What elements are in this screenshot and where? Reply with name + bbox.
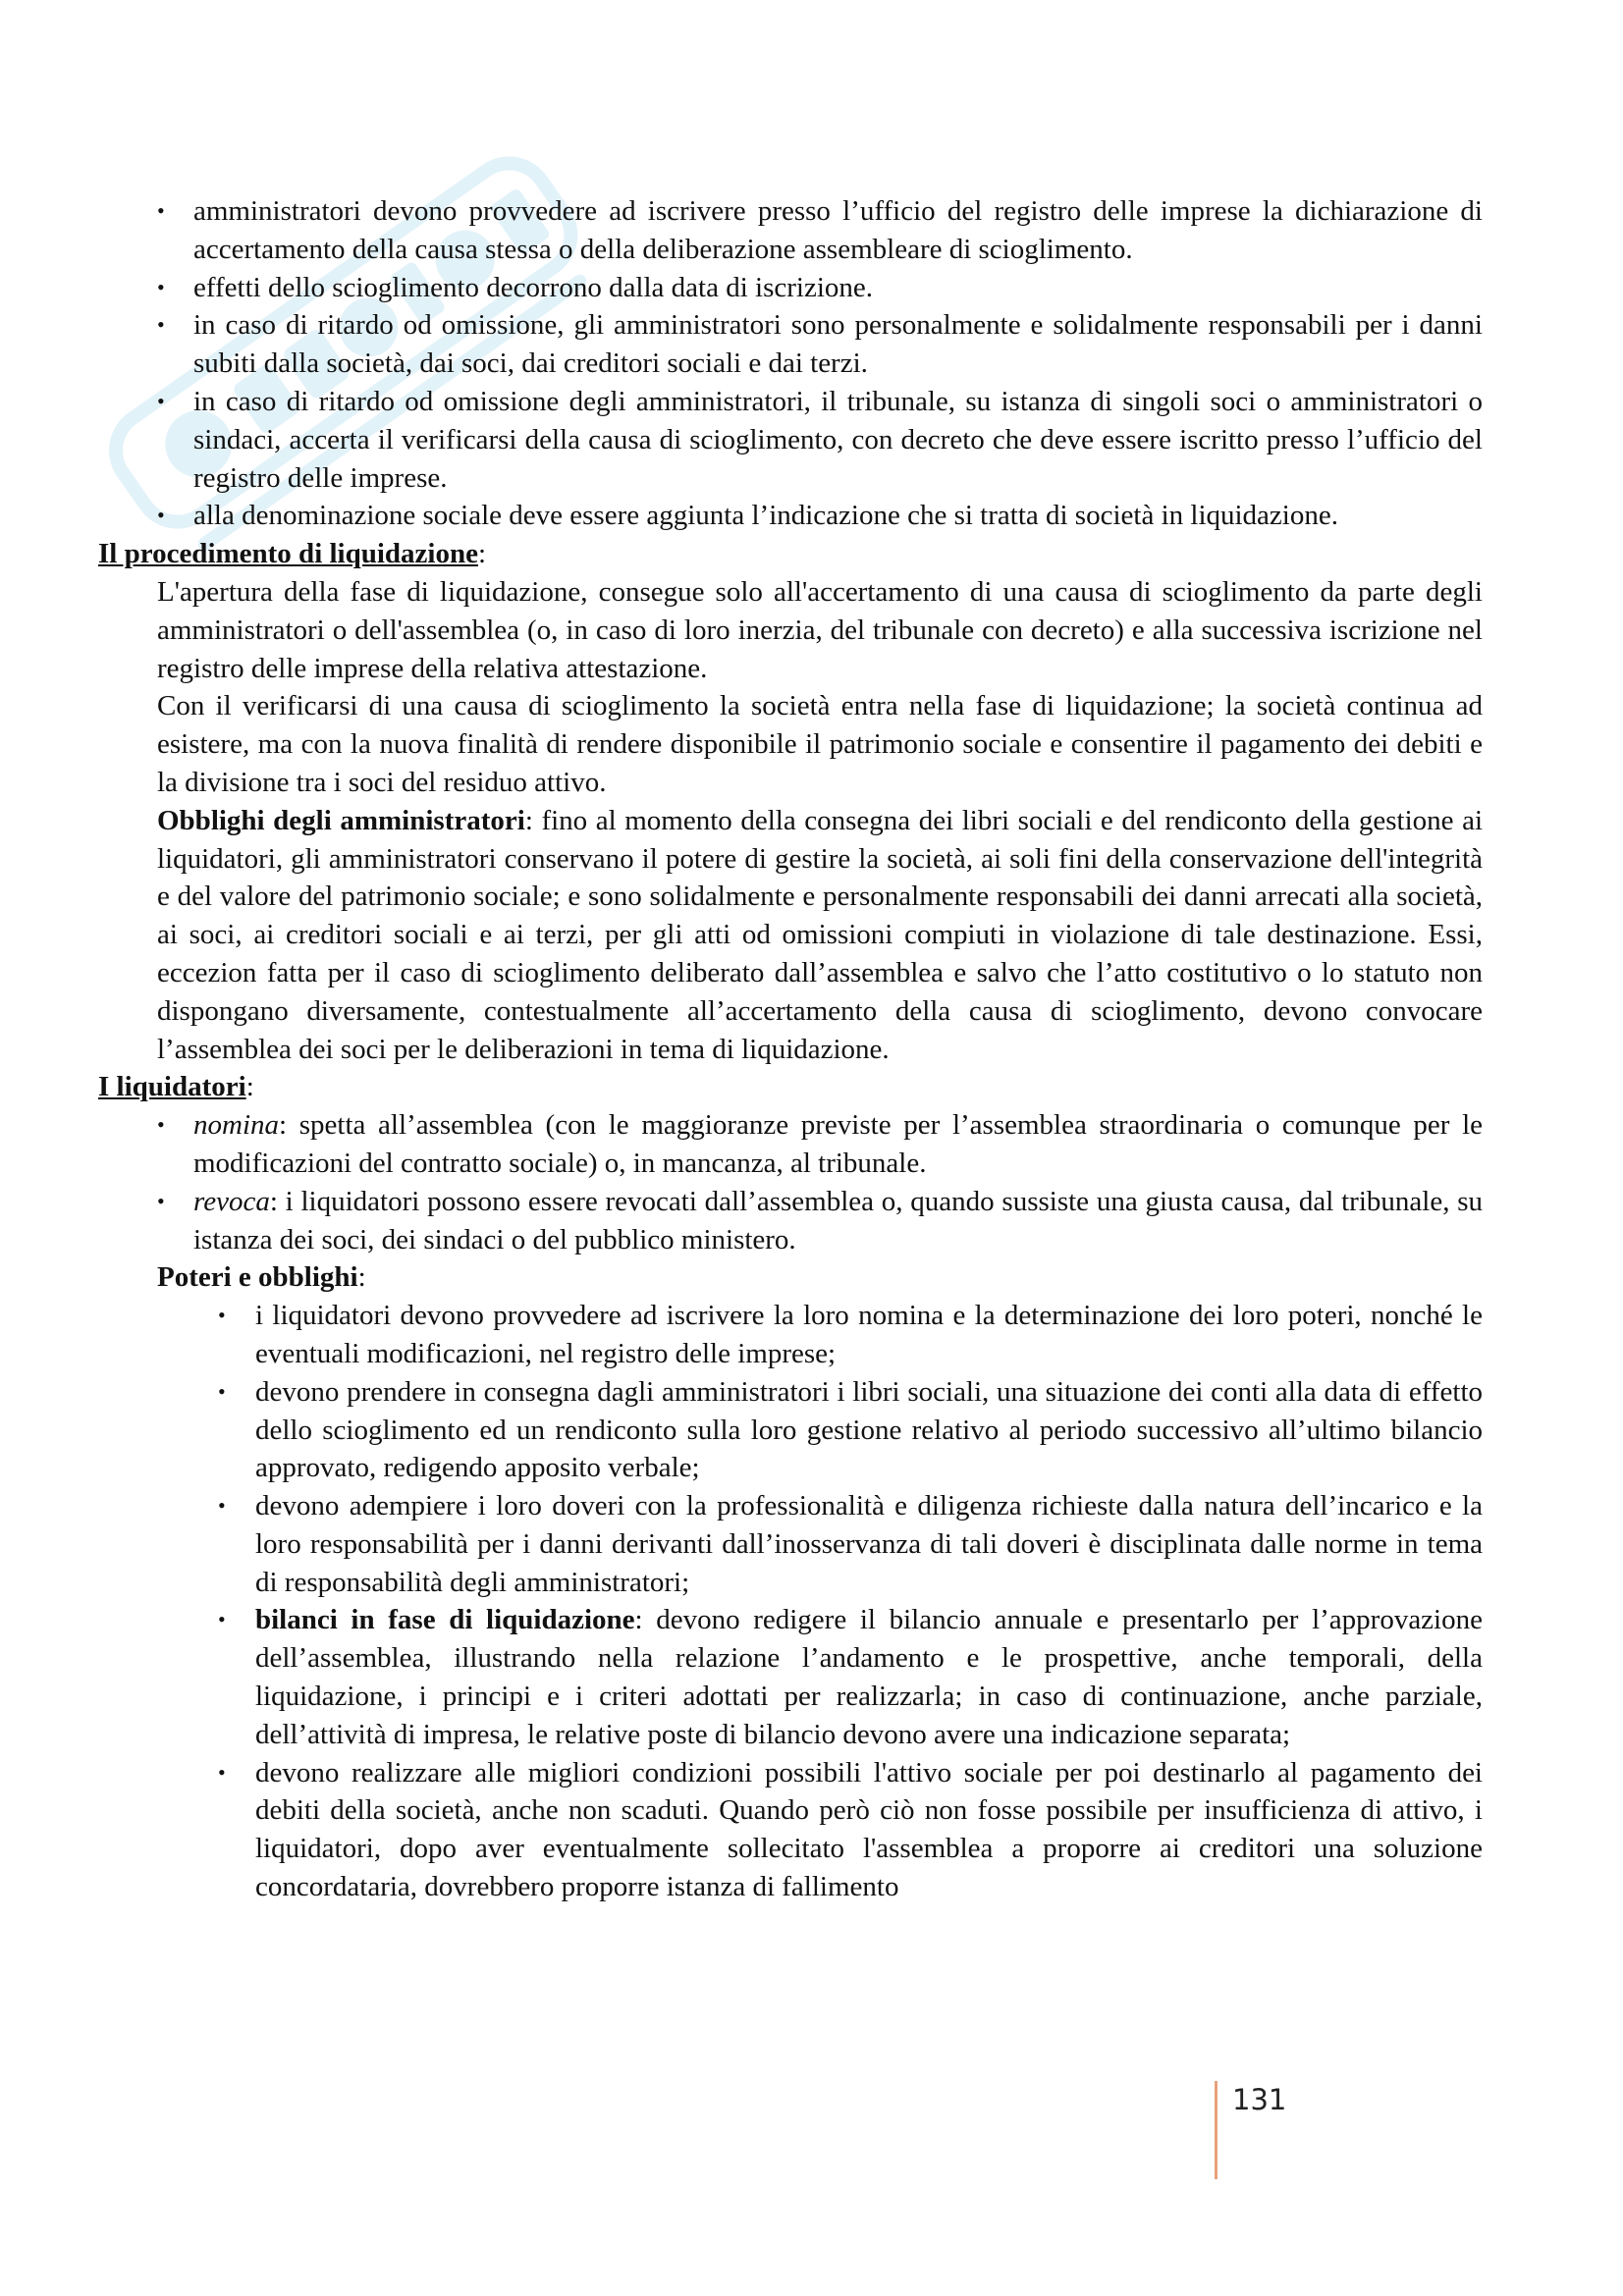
item-label: nomina [193,1109,279,1142]
paragraph-obblighi [98,802,1483,1069]
list-item-revoca [98,1183,1483,1259]
intro-bullet-list [98,192,1483,535]
bilanci-text: : devono redigere il bilancio annuale e presentarlo per l’approvazione dell’assemblea, illustrando nella relazione l’andamento e le prospettive, anche temporali, della liquidazione, i principi e i criteri adottati per realizzarla; in caso di continuazione, anche parziale, dell’attività di impresa, le relative poste di bilancio devono avere una indicazione separata; [255,1604,1483,1750]
list-item-nomina [98,1106,1483,1183]
list-item: • in caso di ritardo od omissione degli amministratori, il tribunale, su istanza di singoli soci o amministratori o sindaci, accerta il verificarsi della causa di scioglimento, con decreto che deve essere iscritto presso l’ufficio del registro delle imprese. [98,383,1483,497]
obblighi-label: Obblighi degli amministratori [157,804,525,836]
list-item: • devono realizzare alle migliori condizioni possibili l'attivo sociale per poi destinarlo al pagamento dei debiti della società, anche non scaduti. Quando però ciò non fosse possibile per insufficienza di attivo, i liquidatori, dopo aver eventualmente sollecitato l'assemblea a proporre ai creditori una soluzione concordataria, dovrebbero proporre istanza di fallimento [98,1754,1483,1906]
obblighi-text: : fino al momento della consegna dei libri sociali e del rendiconto della gestione ai liquidatori, gli amministratori conservano il potere di gestire la società, ai soli fini della conservazione dell'integrità e del valore del patrimonio sociale; e sono solidalmente e personalmente responsabili dei danni arrecati alla società, ai soci, ai creditori sociali e ai terzi, per gli atti od omissioni compiuti in violazione di tale destinazione. Essi, eccezion fatta per il caso di scioglimento deliberato dall’assemblea e salvo che l’atto costitutivo o lo statuto non dispongano diversamente, contestualmente all’accertamento della causa di scioglimento, devono convocare l’assemblea dei soci per le deliberazioni in tema di liquidazione. [157,804,1484,1065]
list-item: • amministratori devono provvedere ad iscrivere presso l’ufficio del registro delle imprese la dichiarazione di accertamento della causa stessa o della deliberazione assembleare di scioglimento. [98,192,1483,269]
list-item-bilanci [98,1601,1483,1753]
subheading-colon: : [357,1261,366,1294]
paragraph: L'apertura della fase di liquidazione, consegue solo all'accertamento di una causa di scioglimento da parte degli amministratori o dell'assemblea (o, in caso di loro inerzia, del tribunale con decreto) e alla successiva iscrizione nel registro delle imprese della relativa attestazione. [157,575,1483,684]
liquidatori-bullet-list [98,1106,1483,1258]
subheading-poteri [98,1258,1483,1297]
subheading-text: Poteri e obblighi [157,1261,358,1294]
list-item: • i liquidatori devono provvedere ad iscrivere la loro nomina e la determinazione dei loro poteri, nonché le eventuali modificazioni, nel registro delle imprese; [98,1297,1483,1373]
footer-rule [1215,2081,1217,2179]
bilanci-label: bilanci in fase di liquidazione [255,1604,635,1636]
page-number: 131 [1232,2083,1287,2116]
list-item: • devono adempiere i loro doveri con la professionalità e diligenza richieste dalla natura dell’incarico e la loro responsabilità per i danni derivanti dall’inosservanza di tali doveri è disciplinata dalle norme in tema di responsabilità degli amministratori; [98,1487,1483,1601]
list-item: • effetti dello scioglimento decorrono dalla data di iscrizione. [98,269,1483,307]
paragraph: Con il verificarsi di una causa di scioglimento la società entra nella fase di liquidazione; la società continua ad esistere, ma con la nuova finalità di rendere disponibile il patrimonio sociale e consentire il pagamento dei debiti e la divisione tra i soci del residuo attivo. [157,690,1483,798]
page-body [98,192,1483,1906]
list-item: • in caso di ritardo od omissione, gli amministratori sono personalmente e solidalmente responsabili per i danni subiti dalla società, dai soci, dai creditori sociali e dai terzi. [98,306,1483,383]
item-text: : i liquidatori possono essere revocati dall’assemblea o, quando sussiste una giusta causa, dal tribunale, su istanza dei soci, dei sindaci o del pubblico ministero. [193,1185,1483,1255]
poteri-bullet-list [98,1297,1483,1906]
item-text: : spetta all’assemblea (con le maggioranze previste per l’assemblea straordinaria o comunque per le modificazioni del contratto sociale) o, in mancanza, al tribunale. [193,1109,1483,1179]
heading-text: Il procedimento di liquidazione [98,538,478,570]
item-label: revoca [193,1185,270,1217]
list-item: • alla denominazione sociale deve essere aggiunta l’indicazione che si tratta di società in liquidazione. [98,497,1483,535]
heading-colon: : [245,1071,254,1103]
section-heading-procedimento [98,535,1483,573]
heading-colon: : [477,538,487,570]
section-heading-liquidatori [98,1068,1483,1106]
heading-text: I liquidatori [98,1071,246,1103]
list-item: • devono prendere in consegna dagli amministratori i libri sociali, una situazione dei conti alla data di effetto dello scioglimento ed un rendiconto sulla loro gestione relativo al periodo successivo all’ultimo bilancio approvato, redigendo apposito verbale; [98,1373,1483,1487]
